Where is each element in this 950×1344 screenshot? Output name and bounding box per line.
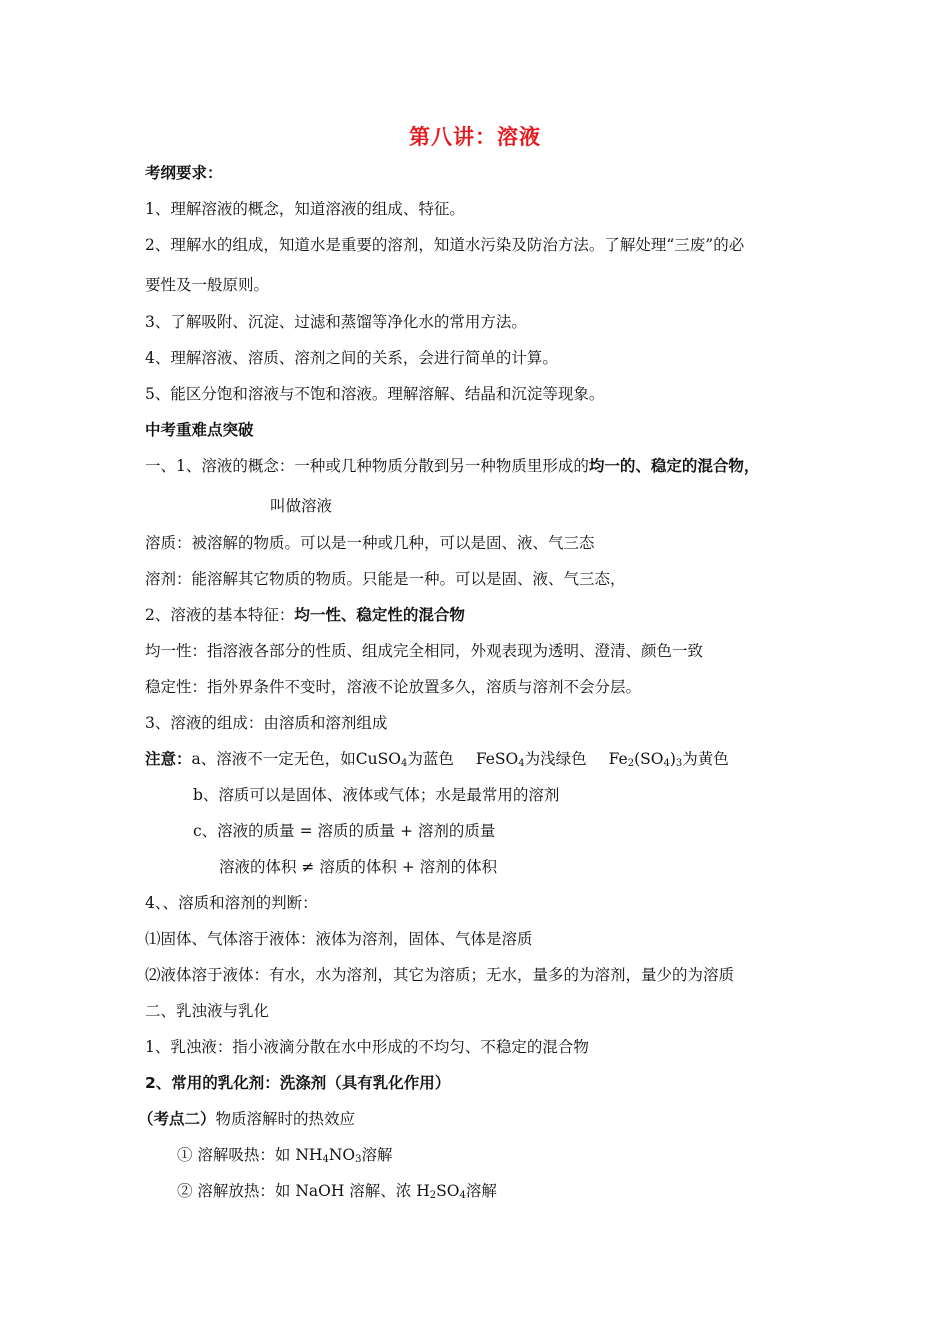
heat-absorb-line	[177, 1144, 392, 1166]
syllabus-item-1: 1、理解溶液的概念，知道溶液的组成、特征。	[145, 200, 465, 218]
fe2so43-color: 为黄色	[682, 750, 729, 768]
concept-line	[145, 455, 759, 477]
heat1-mid: NO	[328, 1146, 356, 1164]
keypoints-heading: 中考重难点突破	[145, 421, 254, 439]
syllabus-item-5: 5、能区分饱和溶液与不饱和溶液。理解溶解、结晶和沉淀等现象。	[145, 385, 605, 403]
heat1-tail: 溶解	[361, 1146, 393, 1164]
heat1-sub2: 3	[355, 1154, 362, 1165]
solute-def: 溶质：被溶解的物质。可以是一种或几种，可以是固、液、气三态	[145, 534, 595, 552]
heat2-mid: SO	[436, 1182, 460, 1200]
concept-text: 一、1、溶液的概念：一种或几种物质分散到另一种物质里形成的	[145, 457, 589, 475]
heat2-tail: 溶解	[465, 1182, 497, 1200]
judge-rule-2: ⑵液体溶于液体：有水，水为溶剂，其它为溶质；无水，量多的为溶剂，量少的为溶质	[145, 966, 735, 984]
syllabus-heading: 考纲要求：	[145, 164, 223, 182]
feature-line	[145, 604, 465, 626]
fe2-subscript-3: 3	[675, 758, 683, 769]
fe2-close: )	[669, 750, 676, 768]
syllabus-item-4: 4、理解溶液、溶质、溶剂之间的关系，会进行简单的计算。	[145, 349, 558, 367]
feso4-base: FeSO	[475, 750, 519, 768]
emulsion-heading: 二、乳浊液与乳化	[145, 1002, 270, 1020]
fe2-base: Fe	[608, 750, 628, 768]
kaodian-line	[138, 1108, 355, 1130]
stable-def: 稳定性：指外界条件不变时，溶液不论放置多久，溶质与溶剂不会分层。	[145, 678, 642, 696]
concept-cont: 叫做溶液	[270, 497, 333, 515]
heat2-prefix: ② 溶解放热：如 NaOH 溶解、浓 H	[177, 1182, 430, 1200]
cuso4-base: CuSO	[355, 750, 401, 768]
concept-tail: ，	[743, 457, 760, 475]
note-a-text: a、溶液不一定无色，如	[191, 750, 356, 768]
syllabus-item-2: 2、理解水的组成，知道水是重要的溶剂，知道水污染及防治方法。了解处理“三废”的必	[145, 236, 745, 254]
solvent-def: 溶剂：能溶解其它物质的物质。只能是一种。可以是固、液、气三态，	[145, 570, 626, 588]
kaodian-text: 物质溶解时的热效应	[215, 1110, 356, 1128]
kaodian-label: （考点二）	[138, 1110, 216, 1128]
note-a-line	[145, 748, 729, 770]
judge-heading: 4、、溶质和溶剂的判断：	[145, 894, 318, 912]
cuso4-subscript: 4	[400, 758, 408, 769]
heat2-sub2: 4	[459, 1190, 466, 1201]
heat1-sub1: 4	[322, 1154, 329, 1165]
note-b: b、溶质可以是固体、液体或气体；水是最常用的溶剂	[193, 786, 560, 804]
fe2-subscript: 2	[627, 758, 635, 769]
judge-rule-1: ⑴固体、气体溶于液体：液体为溶剂，固体、气体是溶质	[145, 930, 533, 948]
heat-release-line	[177, 1180, 497, 1202]
feature-text: 2、溶液的基本特征：	[145, 606, 295, 624]
feso4-formula	[476, 750, 525, 768]
fe2-mid: (SO	[634, 750, 664, 768]
emulsifier-line: 2、常用的乳化剂：洗涤剂（具有乳化作用）	[145, 1074, 451, 1092]
cuso4-formula	[356, 750, 408, 768]
cuso4-color: 为蓝色	[407, 750, 454, 768]
note-label: 注意：	[145, 750, 192, 768]
composition-line: 3、溶液的组成：由溶质和溶剂组成	[145, 714, 388, 732]
feature-bold: 均一性、稳定性的混合物	[294, 606, 465, 624]
page-title: 第八讲：溶液	[409, 125, 541, 149]
concept-bold: 均一的、稳定的混合物	[588, 457, 744, 475]
fe2-subscript-2: 4	[663, 758, 670, 769]
feso4-subscript: 4	[518, 758, 525, 769]
note-c2: 溶液的体积 ≠ 溶质的体积 + 溶剂的体积	[219, 858, 498, 876]
uniform-def: 均一性：指溶液各部分的性质、组成完全相同，外观表现为透明、澄清、颜色一致	[145, 642, 704, 660]
syllabus-item-2-cont: 要性及一般原则。	[145, 276, 270, 294]
note-c: c、溶液的质量 = 溶质的质量 + 溶剂的质量	[193, 822, 496, 840]
heat2-sub1: 2	[429, 1190, 437, 1201]
feso4-color: 为浅绿色	[524, 750, 587, 768]
syllabus-item-3: 3、了解吸附、沉淀、过滤和蒸馏等净化水的常用方法。	[145, 313, 527, 331]
fe2so43-formula	[609, 750, 683, 768]
heat1-prefix: ① 溶解吸热：如 NH	[177, 1146, 323, 1164]
emulsion-def: 1、乳浊液：指小液滴分散在水中形成的不均匀、不稳定的混合物	[145, 1038, 589, 1056]
